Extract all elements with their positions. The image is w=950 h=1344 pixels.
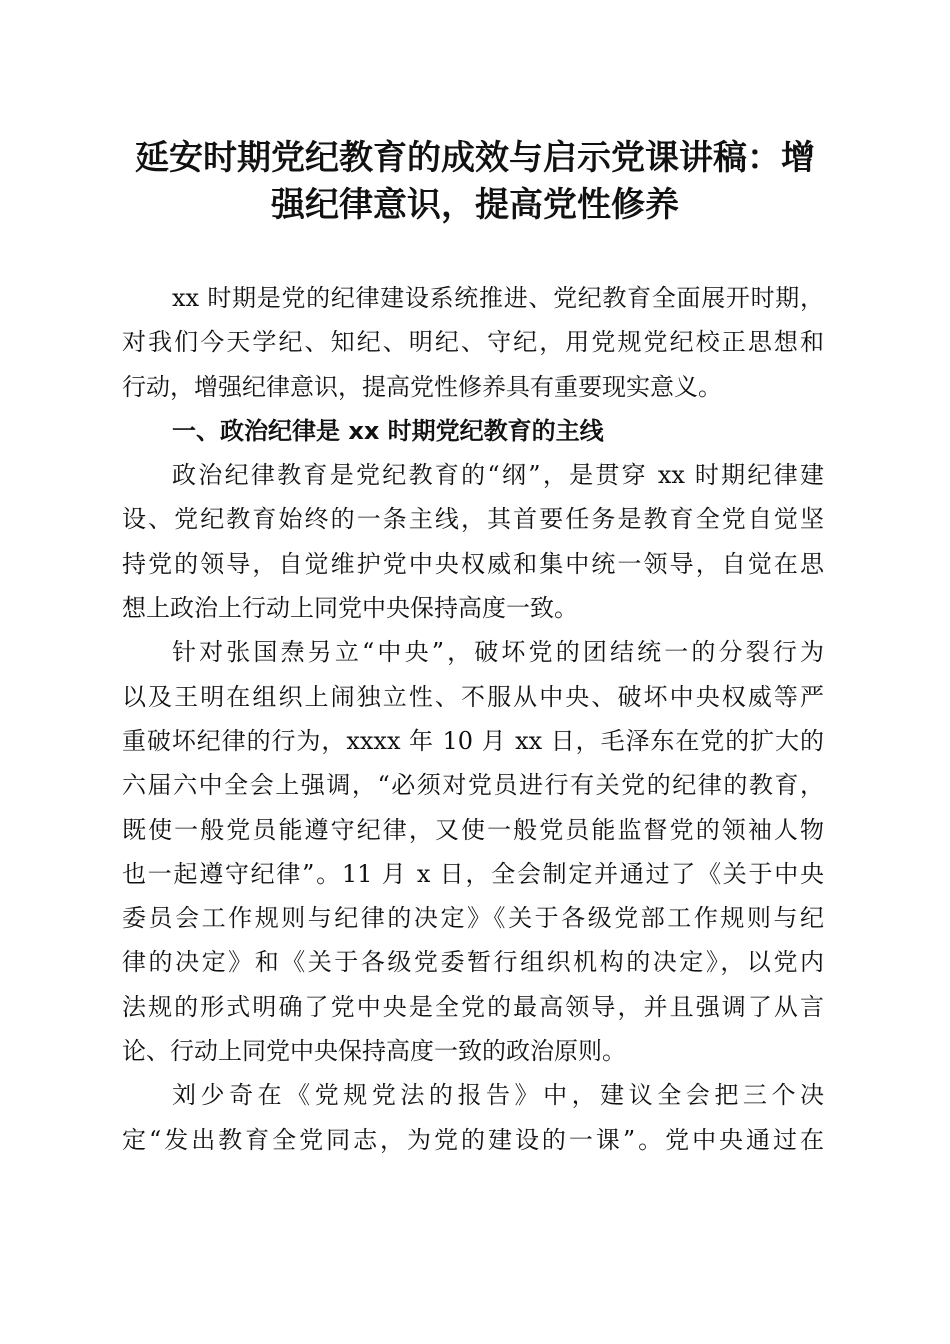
text-line: xx 时期是党的纪律建设系统推进、党纪教育全面展开时期， bbox=[172, 284, 824, 312]
paragraph bbox=[122, 630, 824, 1073]
text-line: 刘少奇在《党规党法的报告》中，建议全会把三个决 bbox=[172, 1081, 824, 1110]
paragraph bbox=[122, 453, 824, 630]
text-line: 重破坏纪律的行为，xxxx 年 10 月 xx 日，毛泽东在党的扩大的 bbox=[122, 726, 824, 755]
paragraph bbox=[122, 276, 824, 409]
title-line: 强纪律意识，提高党性修养 bbox=[271, 185, 679, 225]
text-line: 持党的领导，自觉维护党中央权威和集中统一领导，自觉在思 bbox=[122, 549, 824, 578]
text-line: 既使一般党员能遵守纪律，又使一般党员能监督党的领袖人物 bbox=[122, 815, 824, 844]
title-line: 延安时期党纪教育的成效与启示党课讲稿：增 bbox=[135, 138, 815, 178]
document-body bbox=[122, 276, 824, 1162]
text-line: 对我们今天学纪、知纪、明纪、守纪，用党规党纪校正思想和 bbox=[122, 328, 824, 357]
text-line: 六届六中全会上强调，“必须对党员进行有关党的纪律的教育， bbox=[122, 771, 824, 800]
text-line: 设、党纪教育始终的一条主线，其首要任务是教育全党自觉坚 bbox=[122, 505, 824, 534]
text-line: 以及王明在组织上闹独立性、不服从中央、破坏中央权威等严 bbox=[122, 682, 824, 711]
text-line: 法规的形式明确了党中央是全党的最高领导，并且强调了从言 bbox=[122, 992, 824, 1021]
text-line: 定“发出教育全党同志，为党的建设的一课”。党中央通过在 bbox=[122, 1125, 824, 1154]
text-line: 想上政治上行动上同党中央保持高度一致。 bbox=[122, 594, 578, 623]
text-line: 行动，增强纪律意识，提高党性修养具有重要现实意义。 bbox=[122, 372, 722, 401]
document-title bbox=[110, 135, 840, 229]
text-line: 一、政治纪律是 xx 时期党纪教育的主线 bbox=[172, 416, 604, 445]
text-line: 律的决定》和《关于各级党委暂行组织机构的决定》，以党内 bbox=[122, 948, 824, 977]
text-line: 委员会工作规则与纪律的决定》《关于各级党部工作规则与纪 bbox=[122, 904, 824, 933]
text-line: 论、行动上同党中央保持高度一致的政治原则。 bbox=[122, 1037, 626, 1066]
text-line: 也一起遵守纪律”。11 月 x 日，全会制定并通过了《关于中央 bbox=[122, 859, 824, 888]
section-heading bbox=[122, 409, 824, 453]
text-line: 政治纪律教育是党纪教育的“纲”，是贯穿 xx 时期纪律建 bbox=[172, 461, 824, 490]
paragraph bbox=[122, 1073, 824, 1162]
text-line: 针对张国焘另立“中央”，破坏党的团结统一的分裂行为 bbox=[172, 638, 824, 667]
